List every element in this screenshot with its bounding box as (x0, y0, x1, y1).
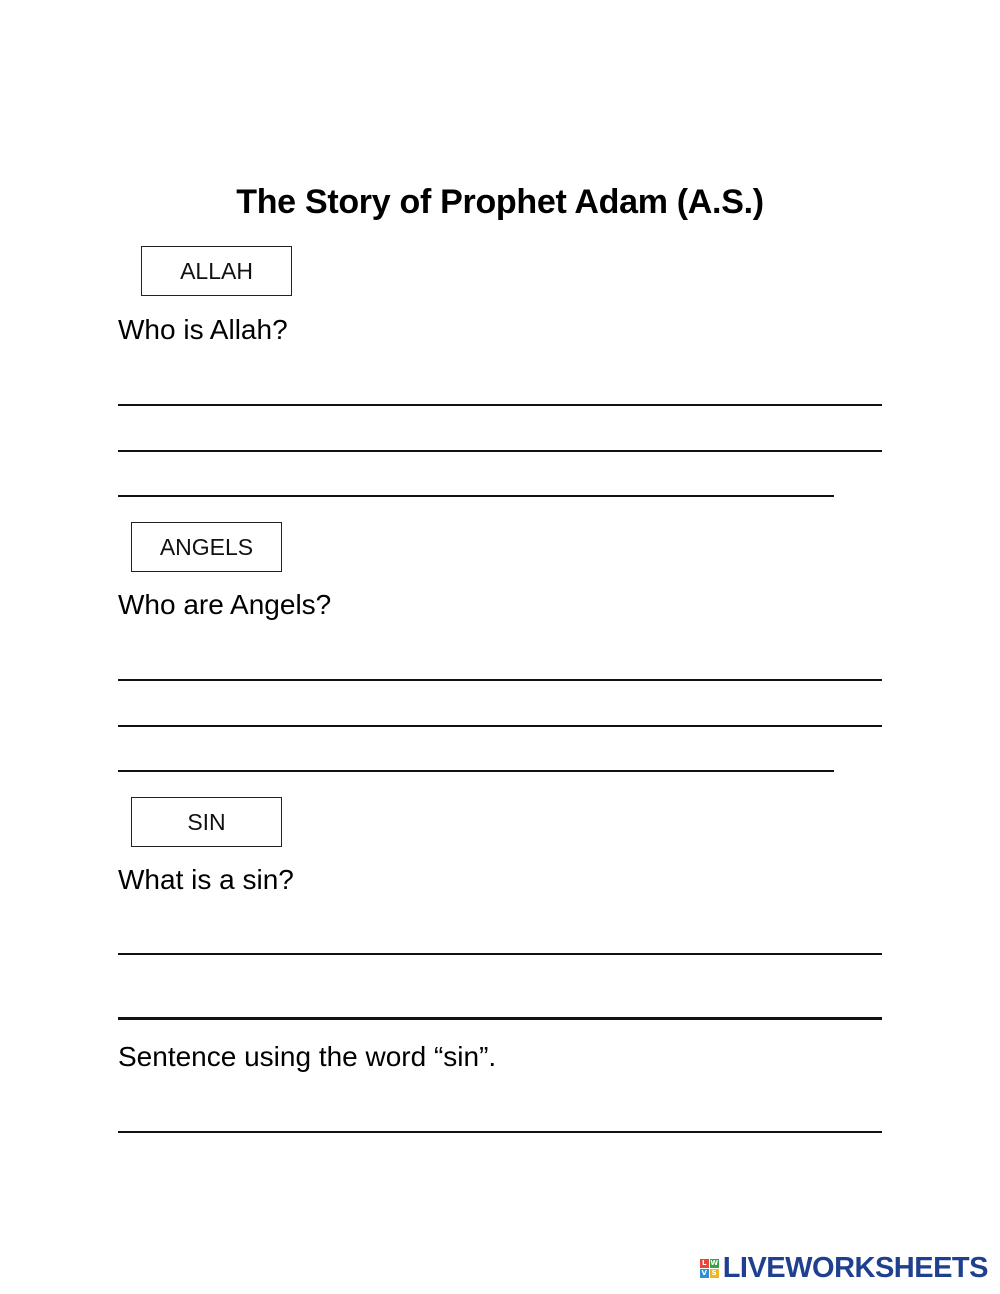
question-angels: Who are Angels? (118, 589, 332, 620)
answer-line[interactable] (118, 953, 882, 955)
answer-line[interactable] (118, 1017, 882, 1020)
word-box-sin: SIN (131, 797, 282, 847)
question-allah: Who is Allah? (118, 314, 288, 345)
answer-line[interactable] (118, 679, 882, 681)
brand-name: LIVEWORKSHEETS (722, 1252, 988, 1284)
word-box-allah: ALLAH (141, 246, 292, 296)
logo-letter: L (700, 1259, 709, 1268)
logo-letter: V (701, 1269, 707, 1277)
page-title: The Story of Prophet Adam (A.S.) (236, 183, 764, 221)
answer-line[interactable] (118, 1131, 882, 1133)
word-box-angels: ANGELS (131, 522, 282, 572)
question-sin: What is a sin? (118, 864, 294, 895)
answer-line[interactable] (118, 725, 882, 727)
answer-line[interactable] (118, 770, 834, 772)
logo-letter: W (710, 1259, 719, 1267)
answer-line[interactable] (118, 404, 882, 406)
sentence-prompt: Sentence using the word “sin”. (118, 1041, 497, 1072)
logo-mark-icon (700, 1259, 719, 1278)
liveworksheets-logo (700, 1252, 988, 1285)
answer-line[interactable] (118, 450, 882, 452)
logo-letter: S (711, 1269, 717, 1277)
answer-line[interactable] (118, 495, 834, 497)
